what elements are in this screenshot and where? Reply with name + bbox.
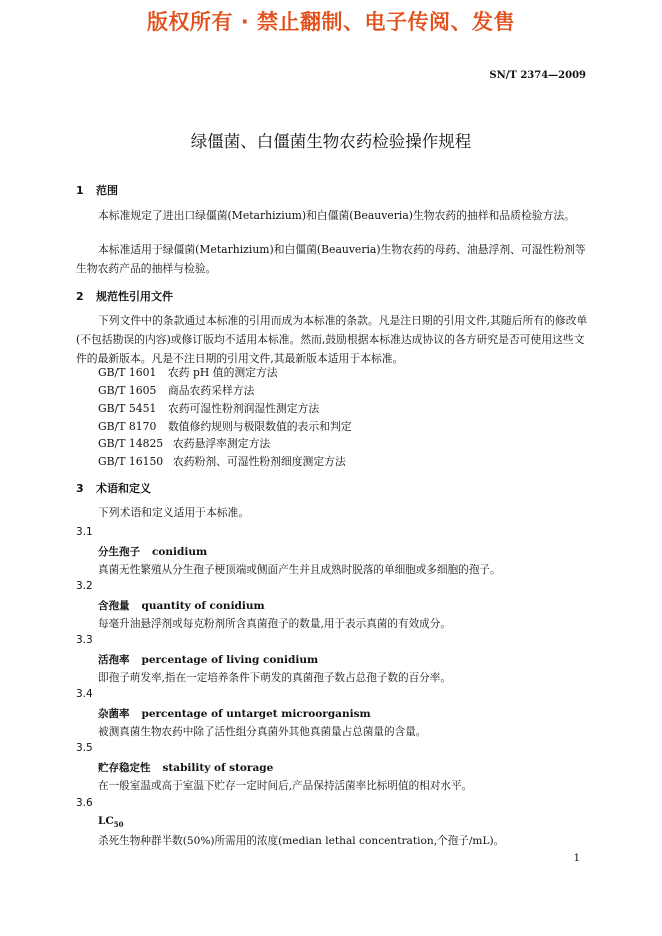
term-number: 3.4 xyxy=(76,688,93,700)
term-definition: 杀死生物种群半数(50%)所需用的浓度(median lethal concentration,个孢子/mL)。 xyxy=(98,835,505,847)
section-title: 术语和定义 xyxy=(96,482,151,495)
page-number: 1 xyxy=(573,853,580,864)
reference-item: GB/T 1605 商品农药采样方法 xyxy=(98,384,255,397)
document-title: 绿僵菌、白僵菌生物农药检验操作规程 xyxy=(190,132,472,151)
reference-item: GB/T 8170 数值修约规则与极限数值的表示和判定 xyxy=(98,420,352,433)
term-heading: 活孢率 percentage of living conidium xyxy=(98,654,319,666)
term-number: 3.6 xyxy=(76,797,93,809)
term-number: 3.2 xyxy=(76,580,93,592)
reference-item: GB/T 1601 农药 pH 值的测定方法 xyxy=(98,366,278,379)
term-heading: 分生孢子 conidium xyxy=(98,546,208,558)
term-definition: 即孢子萌发率,指在一定培养条件下萌发的真菌孢子数占总孢子数的百分率。 xyxy=(98,672,451,684)
section-title: 范围 xyxy=(96,184,118,197)
term-heading: 贮存稳定性 stability of storage xyxy=(98,762,274,774)
term-heading: 杂菌率 percentage of untarget microorganism xyxy=(98,708,371,720)
term-heading: 含孢量 quantity of conidium xyxy=(98,600,265,612)
scope-paragraph-2: 本标准适用于绿僵菌(Metarhizium)和白僵菌(Beauveria)生物农药的母药、油悬浮剂、可湿性粉剂等生物农药产品的抽样与检验。 xyxy=(76,243,586,275)
reference-item: GB/T 14825 农药悬浮率测定方法 xyxy=(98,437,271,450)
term-number: 3.3 xyxy=(76,634,93,646)
term-definition: 在一般室温或高于室温下贮存一定时间后,产品保持活菌率比标明值的相对水平。 xyxy=(98,780,473,792)
term-number: 3.5 xyxy=(76,742,93,754)
reference-item: GB/T 5451 农药可湿性粉剂润湿性测定方法 xyxy=(98,402,320,415)
section-number: 3 xyxy=(76,482,84,495)
standard-number: SN/T 2374—2009 xyxy=(489,70,586,81)
terms-intro: 下列术语和定义适用于本标准。 xyxy=(98,506,250,519)
section-title: 规范性引用文件 xyxy=(96,290,173,303)
term-definition: 被测真菌生物农药中除了活性组分真菌外其他真菌量占总菌量的含量。 xyxy=(98,726,427,738)
term-number: 3.1 xyxy=(76,526,93,538)
section-3-heading xyxy=(76,480,151,496)
term-definition: 真菌无性繁殖从分生孢子梗顶端或侧面产生并且成熟时脱落的单细胞或多细胞的孢子。 xyxy=(98,564,501,576)
section-number: 1 xyxy=(76,184,84,197)
section-1-heading xyxy=(76,182,118,198)
term-heading: $LC_{50}$ xyxy=(98,815,124,830)
copyright-banner: 版权所有 · 禁止翻制、电子传阅、发售 xyxy=(146,10,516,34)
reference-item: GB/T 16150 农药粉剂、可湿性粉剂细度测定方法 xyxy=(98,455,346,468)
section-2-heading xyxy=(76,288,173,304)
section-number: 2 xyxy=(76,290,84,303)
scope-paragraph-1: 本标准规定了进出口绿僵菌(Metarhizium)和白僵菌(Beauveria)生物农药的抽样和品质检验方法。 xyxy=(98,209,575,222)
references-paragraph: 下列文件中的条款通过本标准的引用而成为本标准的条款。凡是注日期的引用文件,其随后所有的修改单(不包括勘误的内容)或修订版均不适用本标准。然而,鼓励根据本标准达成协议的各方研究是否可使用这些文件的最新版本。凡是不注日期的引用文件,其最新版本适用于本标准。 xyxy=(76,314,588,365)
term-definition: 每毫升油悬浮剂或每克粉剂所含真菌孢子的数量,用于表示真菌的有效成分。 xyxy=(98,618,451,630)
